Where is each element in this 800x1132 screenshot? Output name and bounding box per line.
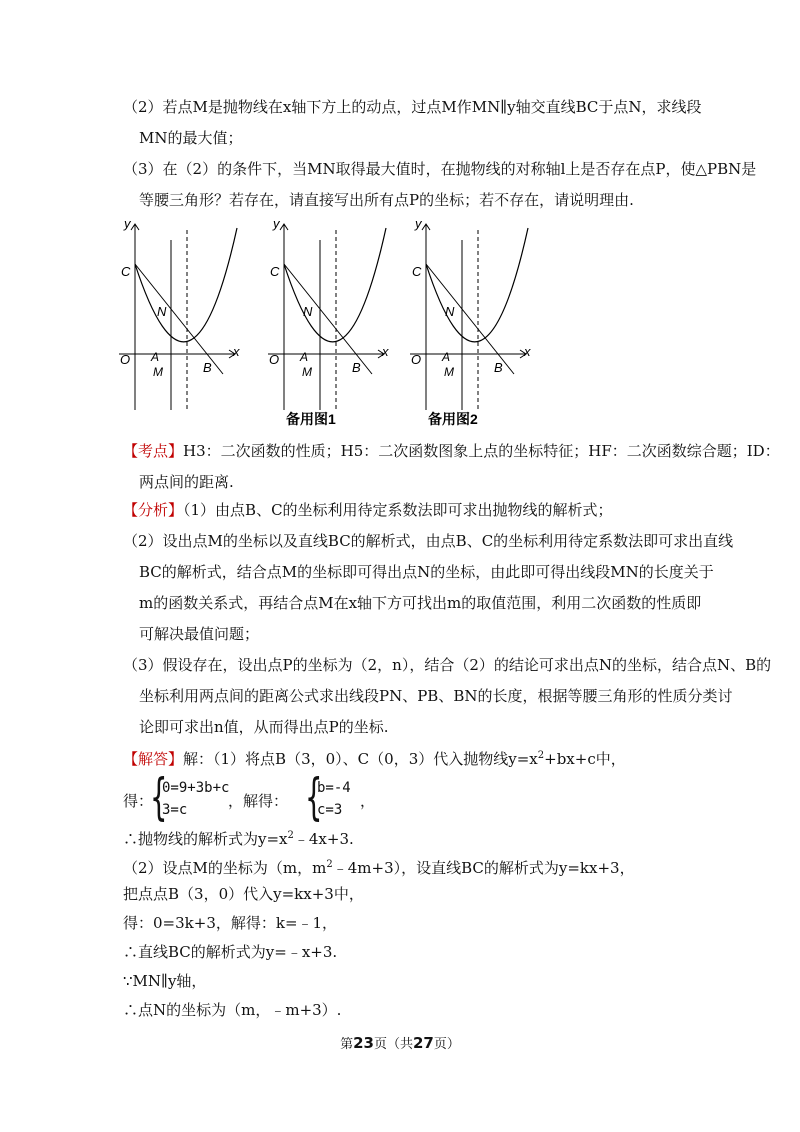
label-x: x xyxy=(233,344,240,359)
label-c: C xyxy=(121,264,131,279)
fenxi-line-5: 可解决最值问题； xyxy=(139,625,260,643)
jieda-text-3b: ﹣4x+3. xyxy=(293,830,354,848)
sys2-row-2: c=3 xyxy=(317,802,343,818)
fenxi-line-1 xyxy=(123,500,693,520)
label-o-2: O xyxy=(411,352,422,367)
label-y-1: y xyxy=(273,216,280,231)
fenxi-line-7: 坐标利用两点间的距离公式求出线段PN、PB、BN的长度，根据等腰三角形的性质分类讨 xyxy=(139,687,733,705)
footer-mid: 页（共 xyxy=(373,1037,413,1052)
label-n-1: N xyxy=(303,304,313,319)
jieda-line-8: ∵MN∥y轴， xyxy=(123,972,207,990)
label-a-1: A xyxy=(300,350,309,364)
kaodian-line-2: 两点间的距离. xyxy=(139,473,234,491)
label-a: A xyxy=(151,350,160,364)
label-y-2: y xyxy=(415,216,422,231)
jieda-text-3a: ∴抛物线的解析式为y=x xyxy=(123,830,288,848)
jieda-line-6: 得：0=3k+3，解得：k=﹣1， xyxy=(123,914,338,932)
label-a-2: A xyxy=(442,350,451,364)
jieda-line-4 xyxy=(123,855,693,878)
label-x-1: x xyxy=(382,344,389,359)
label-n: N xyxy=(157,304,167,319)
equation-system-1 xyxy=(150,768,230,826)
q3-line-2: 等腰三角形？若存在，请直接写出所有点P的坐标；若不存在，请说明理由. xyxy=(139,191,634,209)
page-footer xyxy=(0,1033,800,1052)
jieda-line-9: ∴点N的坐标为（m，﹣m+3）. xyxy=(123,1001,342,1019)
parabola-figures xyxy=(115,216,555,430)
equation-system-2 xyxy=(305,768,367,826)
jieda-line-5: 把点点B（3，0）代入y=kx+3中， xyxy=(123,885,364,903)
footer-post: 页） xyxy=(433,1037,460,1052)
fenxi-text-1: （1）由点B、C的坐标利用待定系数法即可求出抛物线的解析式； xyxy=(183,501,613,519)
fenxi-line-2: （2）设出点M的坐标以及直线BC的解析式，由点B、C的坐标利用待定系数法即可求出直线 xyxy=(123,532,734,550)
label-o: O xyxy=(120,352,131,367)
q3-line-1: （3）在（2）的条件下，当MN取得最大值时，在抛物线的对称轴l上是否存在点P，使△PBN是 xyxy=(123,160,757,178)
q2-line-2: MN的最大值； xyxy=(139,129,243,147)
jieda-sup-1: 2 xyxy=(537,750,545,761)
label-n-2: N xyxy=(445,304,455,319)
jieda-line-1 xyxy=(123,746,693,769)
label-m-1: M xyxy=(302,365,312,379)
footer-pre: 第 xyxy=(340,1037,354,1052)
fenxi-line-6: （3）假设存在，设出点P的坐标为（2，n），结合（2）的结论可求出点N的坐标，结合点N、B的 xyxy=(123,656,772,674)
label-m-2: M xyxy=(444,365,454,379)
fenxi-line-4: m的函数关系式，再结合点M在x轴下方可找出m的取值范围，利用二次函数的性质即 xyxy=(139,594,702,612)
figure-svg xyxy=(115,216,555,430)
jieda-sup-4: 2 xyxy=(326,859,333,870)
jieda-de: 得： xyxy=(123,792,154,810)
label-y: y xyxy=(124,216,131,231)
caption-2: 备用图2 xyxy=(428,411,478,427)
brace-icon-2: { xyxy=(305,768,323,826)
label-x-2: x xyxy=(524,344,531,359)
footer-page-number: 23 xyxy=(353,1034,374,1052)
fenxi-line-8: 论即可求出n值，从而得出点P的坐标. xyxy=(139,718,389,736)
jieda-sup-3: 2 xyxy=(287,830,294,841)
jieda-line-7: ∴直线BC的解析式为y=﹣x+3. xyxy=(123,943,338,961)
label-o-1: O xyxy=(269,352,280,367)
fenxi-tag: 【分析】 xyxy=(123,501,184,519)
sys1-row-2: 3=c xyxy=(162,802,188,818)
label-b-2: B xyxy=(494,360,503,375)
jieda-text-1a: 解：（1）将点B（3，0）、C（0，3）代入抛物线y=x xyxy=(183,750,538,768)
label-b-1: B xyxy=(352,360,361,375)
jieda-text-1b: +bx+c中， xyxy=(544,750,626,768)
jieda-line-3 xyxy=(123,826,693,849)
kaodian-tag: 【考点】 xyxy=(123,442,184,460)
jieda-tag: 【解答】 xyxy=(123,750,184,768)
footer-total-pages: 27 xyxy=(413,1034,434,1052)
sys2-row-1: b=-4 xyxy=(317,780,351,796)
kaodian-line-1 xyxy=(123,441,780,461)
jieda-sys-end: ， xyxy=(360,792,376,810)
label-m: M xyxy=(153,365,163,379)
q2-line-1: （2）若点M是抛物线在x轴下方上的动点，过点M作MN∥y轴交直线BC于点N，求线段 xyxy=(123,98,702,116)
label-b: B xyxy=(203,360,212,375)
caption-1: 备用图1 xyxy=(286,411,336,427)
sys1-row-1: 0=9+3b+c xyxy=(162,780,230,796)
kaodian-text: H3：二次函数的性质；H5：二次函数图象上点的坐标特征；HF：二次函数综合题；ID： xyxy=(183,442,780,460)
fenxi-line-3: BC的解析式，结合点M的坐标即可得出点N的坐标，由此即可得出线段MN的长度关于 xyxy=(139,563,714,581)
jieda-jiede: ，解得： xyxy=(228,792,289,810)
label-c-1: C xyxy=(270,264,280,279)
brace-icon: { xyxy=(150,768,168,826)
label-c-2: C xyxy=(412,264,422,279)
jieda-text-4b: ﹣4m+3），设直线BC的解析式为y=kx+3， xyxy=(332,859,635,877)
jieda-text-4a: （2）设点M的坐标为（m，m xyxy=(123,859,327,877)
